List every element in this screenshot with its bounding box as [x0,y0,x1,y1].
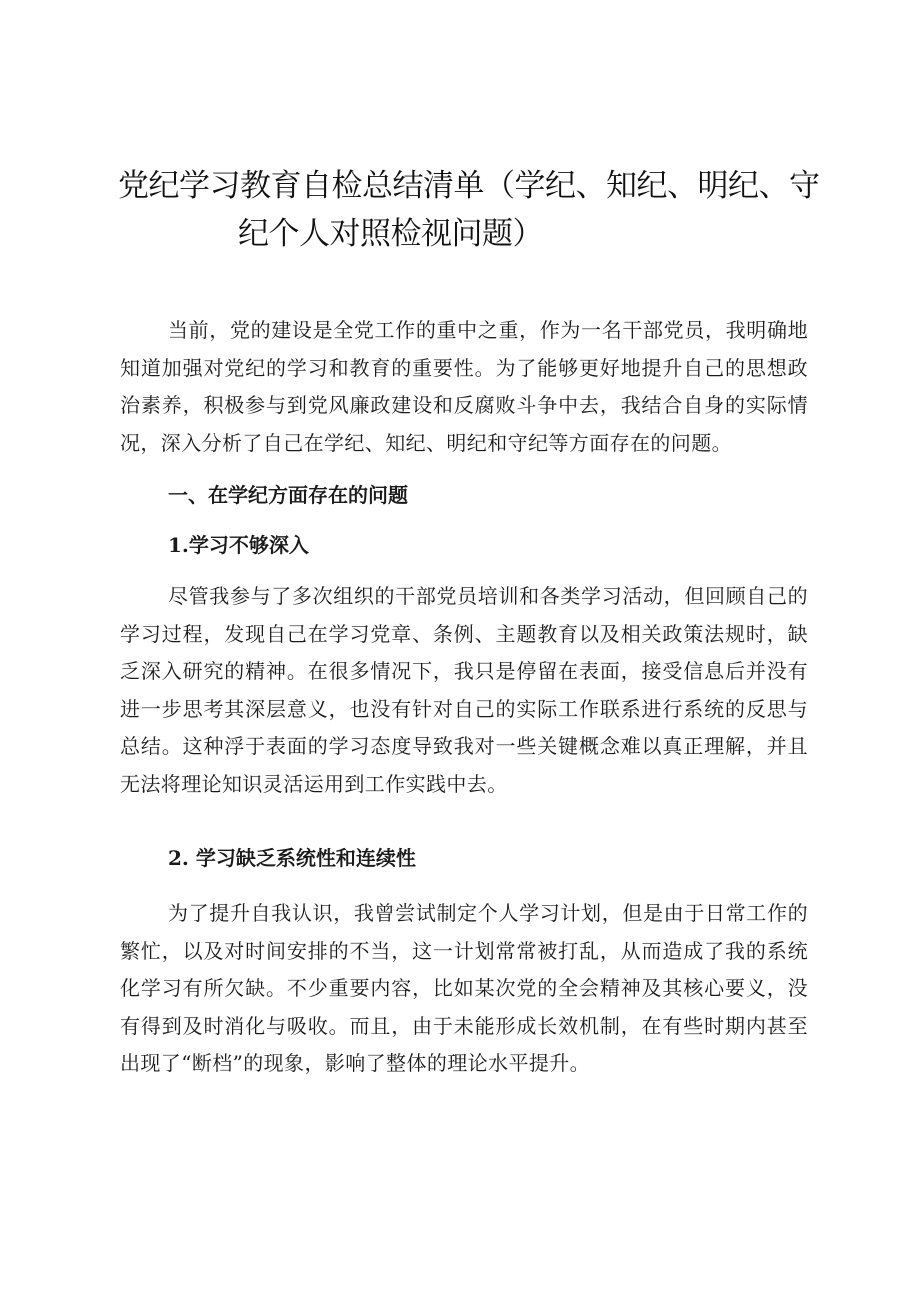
subheading-1: 1.学习不够深入 [168,533,309,557]
intro-paragraph: 当前，党的建设是全党工作的重中之重，作为一名干部党员，我明确地知道加强对党纪的学习和教育的重要性。为了能够更好地提升自己的思想政治素养，积极参与到党风廉政建设和反腐败斗争中去，我结合自身的实际情况，深入分析了自己在学纪、知纪、明纪和守纪等方面存在的问题。 [120,318,808,455]
subheading-2: 2. 学习缺乏系统性和连续性 [168,846,416,870]
paragraph-1: 尽管我参与了多次组织的干部党员培训和各类学习活动，但回顾自己的学习过程，发现自己在学习党章、条例、主题教育以及相关政策法规时，缺乏深入研究的精神。在很多情况下，我只是停留在表面，接受信息后并没有进一步思考其深层意义，也没有针对自己的实际工作联系进行系统的反思与总结。这种浮于表面的学习态度导致我对一些关键概念难以真正理解，并且无法将理论知识灵活运用到工作实践中去。 [120,584,808,796]
title-line-1: 党纪学习教育自检总结清单（学纪、知纪、明纪、守 [118,168,820,204]
section-heading-1: 一、在学纪方面存在的问题 [168,483,408,507]
document-title [118,162,818,258]
title-line-2: 纪个人对照检视问题） [238,216,543,252]
paragraph-2: 为了提升自我认识，我曾尝试制定个人学习计划，但是由于日常工作的繁忙，以及对时间安排的不当，这一计划常常被打乱，从而造成了我的系统化学习有所欠缺。不少重要内容，比如某次党的全会精神及其核心要义，没有得到及时消化与吸收。而且，由于未能形成长效机制，在有些时期内甚至出现了“断档”的现象，影响了整体的理论水平提升。 [120,901,808,1075]
